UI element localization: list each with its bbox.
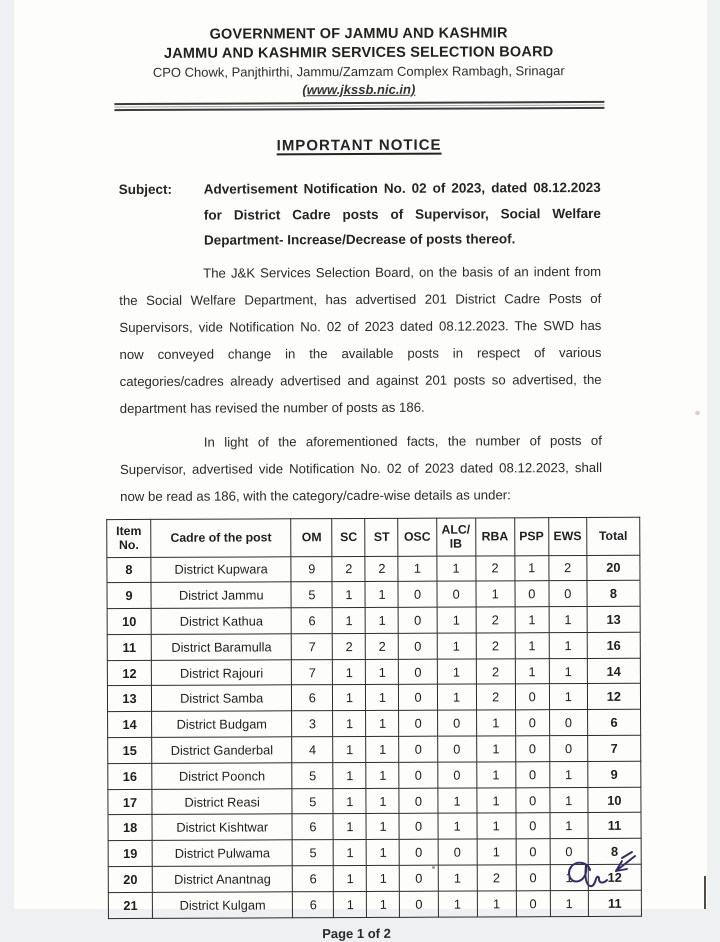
board-title: JAMMU AND KASHMIR SERVICES SELECTION BOARD xyxy=(163,43,554,62)
cell-rba: 1 xyxy=(477,813,516,839)
cell-ews: 1 xyxy=(550,761,588,787)
cell-om: 5 xyxy=(292,840,333,866)
cell-item: 19 xyxy=(108,841,152,867)
cell-psp: 0 xyxy=(516,839,550,865)
arrow-icon xyxy=(616,852,635,871)
cell-osc: 0 xyxy=(399,633,437,659)
cell-om: 6 xyxy=(293,891,334,917)
column-header-osc: OSC xyxy=(398,518,436,556)
cell-st: 1 xyxy=(366,762,399,788)
cell-alc-ib: 0 xyxy=(437,762,476,788)
cell-osc: 0 xyxy=(399,814,437,840)
cell-total: 6 xyxy=(587,710,640,736)
cell-sc: 1 xyxy=(333,737,366,763)
cell-item: 12 xyxy=(107,660,151,686)
government-title: GOVERNMENT OF JAMMU AND KASHMIR xyxy=(209,25,508,43)
cell-om: 6 xyxy=(293,866,334,892)
cell-psp: 0 xyxy=(515,736,549,762)
cell-cadre: District Poonch xyxy=(152,763,292,789)
cell-alc-ib: 1 xyxy=(437,633,476,659)
cell-om: 5 xyxy=(292,788,333,814)
cell-om: 6 xyxy=(291,608,332,634)
cell-om: 7 xyxy=(292,634,333,660)
cell-ews: 1 xyxy=(550,787,588,813)
signature-icon xyxy=(569,863,607,886)
cell-rba: 2 xyxy=(476,607,515,633)
cell-alc-ib: 0 xyxy=(438,839,477,865)
cell-total: 9 xyxy=(588,761,641,787)
cell-total: 16 xyxy=(587,632,640,658)
cell-sc: 2 xyxy=(333,633,366,659)
cell-rba: 2 xyxy=(476,684,515,710)
cell-total: 8 xyxy=(587,581,640,607)
body-paragraph-1: The J&K Services Selection Board, on the basis of an indent from the Social Welfare Department, has advertised 201 District Cadre Posts of Supervisors, vide Notification No. 02 of 2023 dated 08.12.2023. The SWD has now conveyed change in the available posts in respect of various categories/cadres already advertised and against 201 posts so advertised, the department has revised the number of posts as 186. xyxy=(119,263,602,416)
cell-st: 1 xyxy=(367,840,400,866)
cell-st: 1 xyxy=(366,711,399,737)
cell-om: 5 xyxy=(292,762,333,788)
cell-item: 15 xyxy=(108,737,152,763)
column-header-item-no: Item No. xyxy=(107,519,151,557)
column-header-om: OM xyxy=(291,518,332,556)
cell-ews: 1 xyxy=(549,632,587,658)
notice-title: IMPORTANT NOTICE xyxy=(276,136,442,155)
cell-osc: 0 xyxy=(399,710,437,736)
cell-psp: 0 xyxy=(516,787,550,813)
cell-ews: 1 xyxy=(549,684,587,710)
cell-item: 13 xyxy=(107,686,151,712)
cell-alc-ib: 0 xyxy=(437,710,476,736)
cell-alc-ib: 1 xyxy=(436,555,475,581)
cell-ews: 1 xyxy=(549,607,587,633)
column-header-alc-ib: ALC/ IB xyxy=(436,517,475,555)
cell-osc: 0 xyxy=(399,762,437,788)
scan-edge-artifact xyxy=(704,876,706,909)
page-number: Page 1 of 2 xyxy=(322,925,391,941)
cell-total: 14 xyxy=(587,658,640,684)
cell-ews: 1 xyxy=(550,890,588,916)
cell-item: 11 xyxy=(107,634,151,660)
cell-cadre: District Reasi xyxy=(152,788,292,814)
letterhead xyxy=(12,23,705,99)
cell-om: 6 xyxy=(292,814,333,840)
cell-rba: 1 xyxy=(477,839,516,865)
cell-item: 16 xyxy=(108,763,152,789)
table-row xyxy=(108,787,641,815)
cell-rba: 1 xyxy=(476,762,515,788)
cell-rba: 1 xyxy=(477,891,516,917)
cell-alc-ib: 1 xyxy=(438,813,477,839)
cell-psp: 1 xyxy=(515,607,549,633)
table-row xyxy=(107,606,640,634)
cell-osc: 0 xyxy=(400,891,438,917)
cell-item: 18 xyxy=(108,815,152,841)
ink-annotations xyxy=(552,847,717,905)
cell-total: 20 xyxy=(587,555,640,581)
table-row xyxy=(108,761,641,789)
cell-om: 5 xyxy=(291,582,332,608)
cell-sc: 1 xyxy=(333,762,366,788)
cell-ews: 1 xyxy=(550,813,588,839)
cell-cadre: District Kulgam xyxy=(152,892,292,918)
cell-osc: 1 xyxy=(398,556,436,582)
cell-total: 13 xyxy=(587,606,640,632)
cell-alc-ib: 0 xyxy=(437,581,476,607)
cell-ews: 0 xyxy=(549,710,587,736)
table-row xyxy=(107,555,640,583)
cell-rba: 2 xyxy=(476,633,515,659)
cell-sc: 1 xyxy=(333,685,366,711)
cell-cadre: District Kupwara xyxy=(151,556,291,582)
cell-om: 3 xyxy=(292,711,333,737)
cell-alc-ib: 0 xyxy=(437,736,476,762)
cell-om: 4 xyxy=(292,737,333,763)
table-row xyxy=(108,710,641,738)
cell-osc: 0 xyxy=(399,788,437,814)
scan-speck xyxy=(432,866,435,869)
cell-total: 7 xyxy=(587,735,640,761)
cell-cadre: District Samba xyxy=(152,685,292,711)
cell-cadre: District Anantnag xyxy=(152,866,292,892)
cell-osc: 0 xyxy=(398,581,436,607)
cell-sc: 1 xyxy=(334,866,367,892)
cell-alc-ib: 1 xyxy=(437,607,476,633)
cell-osc: 0 xyxy=(400,839,438,865)
cell-om: 9 xyxy=(291,556,332,582)
cell-sc: 1 xyxy=(332,582,365,608)
subject-block xyxy=(119,175,601,254)
column-header-sc: SC xyxy=(332,518,365,556)
cell-sc: 1 xyxy=(334,891,367,917)
cell-psp: 0 xyxy=(516,813,550,839)
cell-psp: 0 xyxy=(516,865,550,891)
cell-psp: 1 xyxy=(515,658,549,684)
cell-sc: 1 xyxy=(334,840,367,866)
table-row xyxy=(107,684,640,712)
cell-sc: 1 xyxy=(333,711,366,737)
table-row xyxy=(107,581,640,609)
cell-total: 11 xyxy=(588,890,641,916)
cell-ews: 2 xyxy=(549,555,587,581)
cell-cadre: District Jammu xyxy=(151,582,291,608)
cell-sc: 2 xyxy=(332,556,365,582)
cell-st: 1 xyxy=(366,607,399,633)
cell-sc: 1 xyxy=(332,608,365,634)
document-content xyxy=(12,0,709,942)
cell-psp: 0 xyxy=(515,710,549,736)
cell-st: 1 xyxy=(366,659,399,685)
scan-speck-pink xyxy=(695,411,700,415)
cell-rba: 2 xyxy=(477,865,516,891)
cell-sc: 1 xyxy=(333,814,366,840)
cell-alc-ib: 1 xyxy=(437,659,476,685)
cell-st: 1 xyxy=(366,685,399,711)
cell-cadre: District Pulwama xyxy=(152,840,292,866)
cell-sc: 1 xyxy=(333,659,366,685)
cell-st: 1 xyxy=(366,814,399,840)
cell-item: 17 xyxy=(108,789,152,815)
table-head xyxy=(107,517,640,557)
cell-osc: 0 xyxy=(399,659,437,685)
table-row xyxy=(107,658,640,686)
cell-st: 1 xyxy=(367,891,400,917)
cell-alc-ib: 1 xyxy=(437,684,476,710)
cell-alc-ib: 1 xyxy=(438,891,477,917)
column-header-ews: EWS xyxy=(548,517,586,555)
cell-cadre: District Baramulla xyxy=(151,634,291,660)
table-row xyxy=(108,735,641,763)
cell-rba: 1 xyxy=(476,736,515,762)
column-header-total: Total xyxy=(587,517,640,555)
cell-om: 7 xyxy=(292,659,333,685)
cell-ews: 1 xyxy=(549,658,587,684)
cell-cadre: District Budgam xyxy=(152,711,292,737)
cell-om: 6 xyxy=(292,685,333,711)
cell-st: 2 xyxy=(366,633,399,659)
cell-st: 2 xyxy=(365,556,398,582)
cell-psp: 0 xyxy=(515,581,549,607)
column-header-psp: PSP xyxy=(514,517,548,555)
header-divider xyxy=(114,101,604,111)
cell-rba: 2 xyxy=(475,555,514,581)
cell-total: 12 xyxy=(587,684,640,710)
subject-text: Advertisement Notification No. 02 of 2023, dated 08.12.2023 for District Cadre posts of Supervisor, Social Welfare Department- Increase/Decrease of posts thereof. xyxy=(203,179,601,248)
column-header-st: ST xyxy=(365,518,398,556)
cell-item: 14 xyxy=(108,712,152,738)
cell-osc: 0 xyxy=(399,685,437,711)
table-header-row xyxy=(107,517,640,557)
body-paragraph-2: In light of the aforementioned facts, the number of posts of Supervisor, advertised vide Notification No. 02 of 2023 dated 08.12.2023, shall now be read as 186, with the category/cadre-wise details as under: xyxy=(119,432,603,504)
column-header-cadre-of-the-post: Cadre of the post xyxy=(151,518,291,557)
cell-total: 8 xyxy=(588,839,641,865)
cell-st: 1 xyxy=(367,865,400,891)
cell-ews: 1 xyxy=(550,865,588,891)
subject-label: Subject: xyxy=(118,181,173,198)
cell-psp: 0 xyxy=(515,762,549,788)
cell-item: 21 xyxy=(108,892,152,918)
cell-ews: 0 xyxy=(549,581,587,607)
cell-cadre: District Ganderbal xyxy=(152,737,292,763)
cell-total: 11 xyxy=(588,813,641,839)
cell-item: 8 xyxy=(107,557,151,583)
website-link[interactable]: (www.jkssb.nic.in) xyxy=(302,81,416,98)
cell-psp: 1 xyxy=(515,633,549,659)
cell-st: 1 xyxy=(366,736,399,762)
cell-psp: 1 xyxy=(515,555,549,581)
cell-psp: 0 xyxy=(515,684,549,710)
cell-item: 10 xyxy=(107,609,151,635)
address-line: CPO Chowk, Panjthirthi, Jammu/Zamzam Complex Rambagh, Srinagar xyxy=(152,63,565,80)
cell-rba: 1 xyxy=(476,710,515,736)
cell-total: 10 xyxy=(588,787,641,813)
table-row xyxy=(107,632,640,660)
cell-psp: 0 xyxy=(516,891,550,917)
cell-ews: 0 xyxy=(549,736,587,762)
cell-alc-ib: 1 xyxy=(437,788,476,814)
cell-osc: 0 xyxy=(399,607,437,633)
cell-st: 1 xyxy=(365,582,398,608)
cell-item: 9 xyxy=(107,583,151,609)
cell-item: 20 xyxy=(108,866,152,892)
cell-st: 1 xyxy=(366,788,399,814)
paper-page xyxy=(14,0,707,941)
cell-alc-ib: 1 xyxy=(438,865,477,891)
cell-total: 12 xyxy=(588,864,641,890)
cell-rba: 1 xyxy=(476,787,515,813)
cell-osc: 0 xyxy=(400,865,438,891)
cell-rba: 2 xyxy=(476,659,515,685)
cell-cadre: District Rajouri xyxy=(151,659,291,685)
cell-cadre: District Kathua xyxy=(151,608,291,634)
table-row xyxy=(108,813,641,841)
cell-osc: 0 xyxy=(399,736,437,762)
cell-rba: 1 xyxy=(476,581,515,607)
column-header-rba: RBA xyxy=(475,517,514,555)
cell-sc: 1 xyxy=(333,788,366,814)
cell-ews: 0 xyxy=(550,839,588,865)
cell-cadre: District Kishtwar xyxy=(152,814,292,840)
